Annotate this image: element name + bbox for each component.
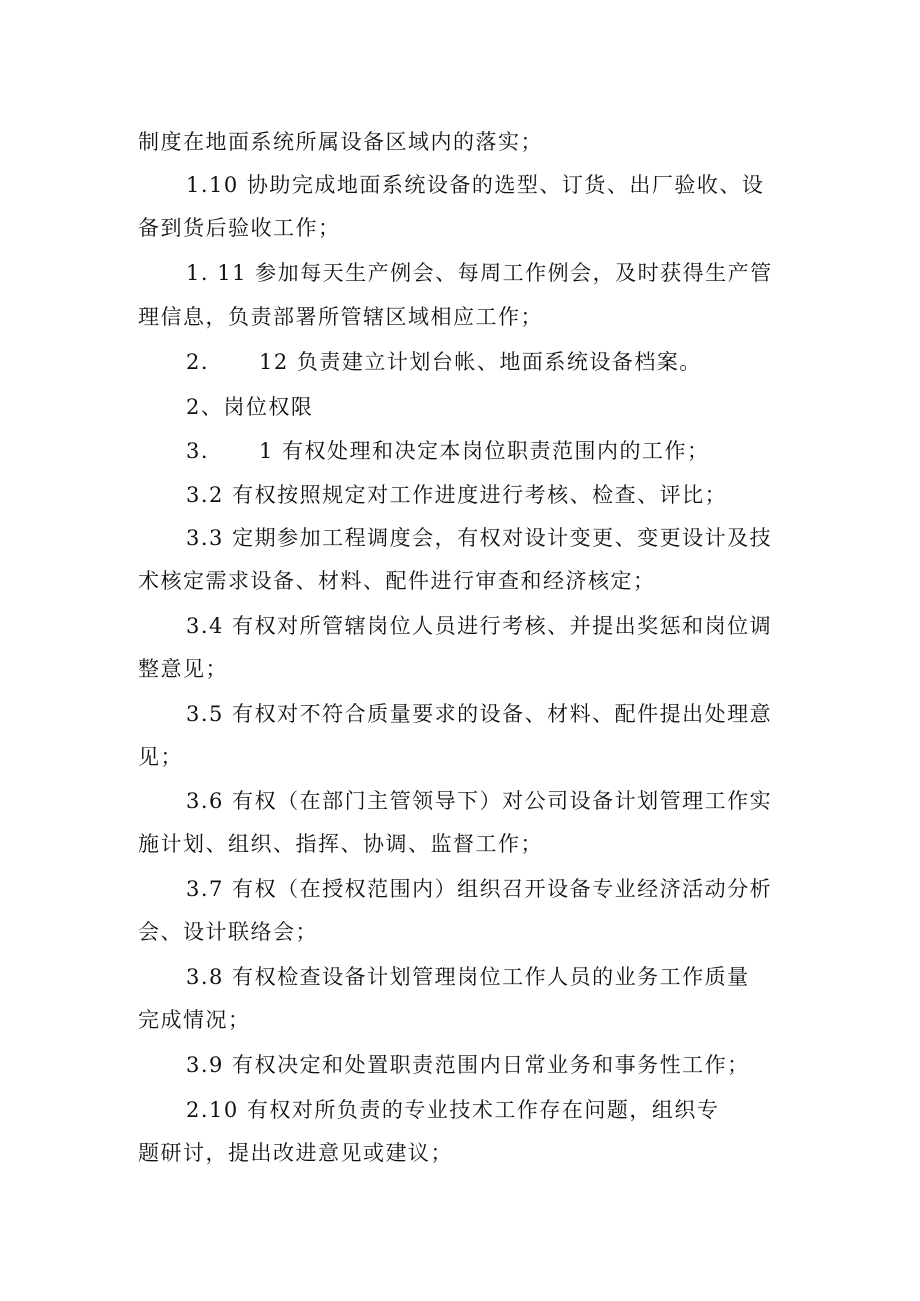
text-line: 2.10 有权对所负责的专业技术工作存在问题，组织专 <box>186 1098 720 1122</box>
text-line: 3.4 有权对所管辖岗位人员进行考核、并提出奖惩和岗位调 <box>186 614 773 638</box>
section-heading: 2、岗位权限 <box>186 395 314 419</box>
text-line: 3.3 定期参加工程调度会，有权对设计变更、变更设计及技 <box>186 526 773 550</box>
text-line: 3.9 有权决定和处置职责范围内日常业务和事务性工作； <box>186 1053 750 1077</box>
text-line: 3.2 有权按照规定对工作进度进行考核、检查、评比； <box>186 483 728 507</box>
text-line: 理信息，负责部署所管辖区域相应工作； <box>138 305 543 329</box>
text-line: 题研讨，提出改进意见或建议； <box>138 1141 453 1165</box>
text-line: 1. 11 参加每天生产例会、每周工作例会，及时获得生产管 <box>186 261 773 285</box>
text-line: 会、设计联络会； <box>138 920 318 944</box>
text-line: 3.6 有权（在部门主管领导下）对公司设备计划管理工作实 <box>186 789 773 813</box>
text-line: 见； <box>138 745 183 769</box>
text-line: 完成情况； <box>138 1008 251 1032</box>
text-line: 1 有权处理和决定本岗位职责范围内的工作； <box>259 439 710 463</box>
text-line: 施计划、组织、指挥、协调、监督工作； <box>138 832 543 856</box>
text-line: 3. <box>186 439 210 463</box>
text-line: 术核定需求设备、材料、配件进行审查和经济核定； <box>138 569 656 593</box>
text-line: 3.8 有权检查设备计划管理岗位工作人员的业务工作质量 <box>186 965 750 989</box>
text-line: 3.7 有权（在授权范围内）组织召开设备专业经济活动分析 <box>186 877 773 901</box>
text-line: 制度在地面系统所属设备区域内的落实； <box>138 130 543 154</box>
text-line: 12 负责建立计划台帐、地面系统设备档案。 <box>259 350 702 374</box>
text-line: 整意见； <box>138 657 228 681</box>
text-line: 1.10 协助完成地面系统设备的选型、订货、出厂验收、设 <box>186 173 765 197</box>
text-line: 3.5 有权对不符合质量要求的设备、材料、配件提出处理意 <box>186 702 773 726</box>
text-line: 2. <box>186 350 210 374</box>
text-line: 备到货后验收工作； <box>138 216 341 240</box>
